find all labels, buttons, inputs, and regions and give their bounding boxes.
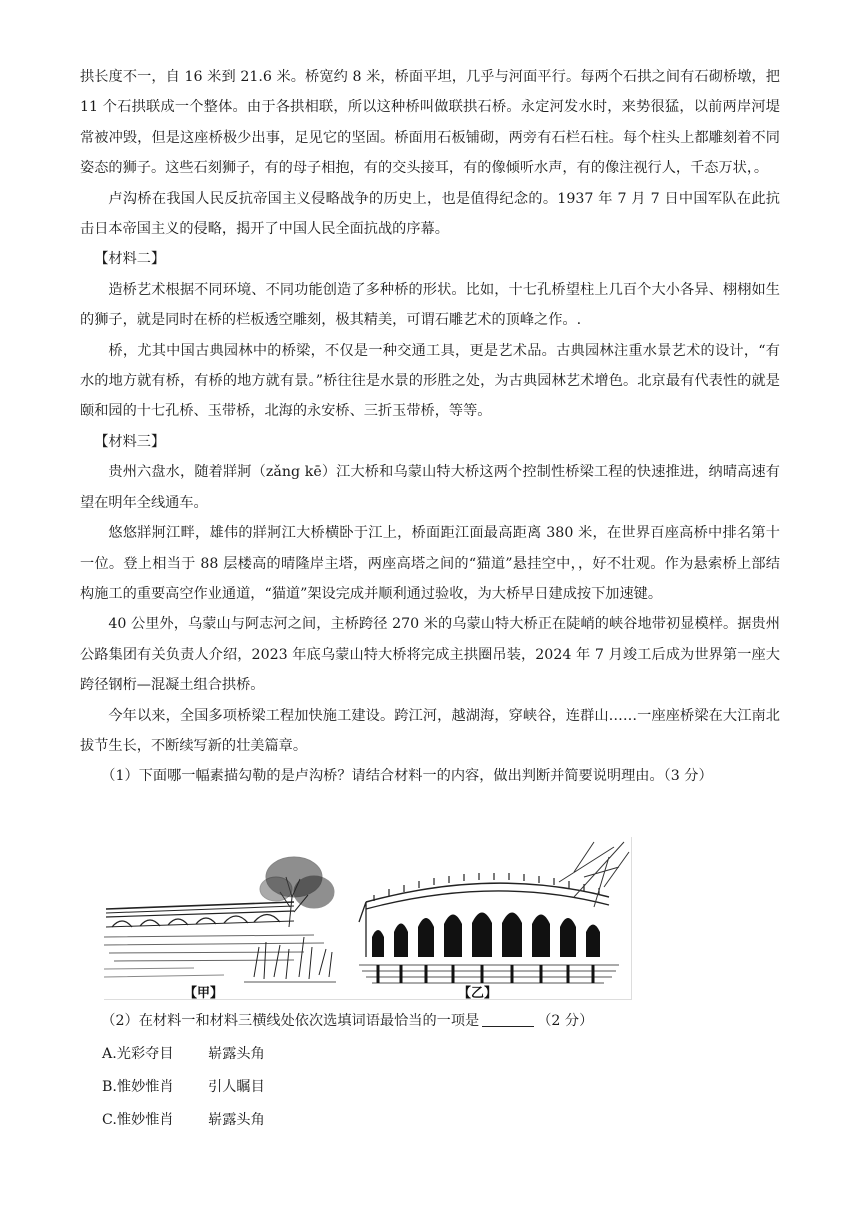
- option-b-word1: B.惟妙惟肖: [102, 1079, 174, 1095]
- caption-jia: 【甲】: [184, 986, 224, 1001]
- paragraph: 40 公里外，乌蒙山与阿志河之间，主桥跨径 270 米的乌蒙山特大桥正在陡峭的峡谷地带初显模样。据贵州公路集团有关负责人介绍，2023 年底乌蒙山特大桥将完成主拱圈吊装，2024 年 7 月竣工后成为世界第一座大跨径钢桁—混凝土组合拱桥。: [80, 616, 780, 694]
- paragraph: 拱长度不一，自 16 米到 21.6 米。桥宽约 8 米，桥面平坦，几乎与河面平行。每两个石拱之间有石砌桥墩，把 11 个石拱联成一个整体。由于各拱相联，所以这种桥叫做联拱石桥。永定河发水时，来势很猛，以前两岸河堤常被冲毁，但是这座桥极少出事，足见它的坚固。桥面用石板铺砌，两旁有石栏石柱。每个柱头上都雕刻着不同姿态的狮子。这些石刻狮子，有的母子相抱，有的交头接耳，有的像倾听水声，有的像注视行人，千态万状，。: [80, 69, 780, 177]
- paragraph: 造桥艺术根据不同环境、不同功能创造了多种桥的形状。比如，十七孔桥望柱上几百个大小各异、栩栩如生的狮子，就是同时在桥的栏板透空雕刻，极其精美，可谓石雕艺术的顶峰之作。.: [80, 281, 780, 329]
- sketch-yi: [359, 842, 629, 983]
- question-2-score: （2 分）: [537, 1013, 594, 1029]
- paragraph: 悠悠牂牁江畔，雄伟的牂牁江大桥横卧于江上，桥面距江面最高距离 380 米，在世界百座高桥中排名第十一位。登上相当于 88 层楼高的晴隆岸主塔，两座高塔之间的“猫道”悬挂空中，，好不壮观。作为悬索桥上部结构施工的重要高空作业通道，“猫道”架设完成并顺利通过验收，为大桥早日建成按下加速键。: [80, 525, 780, 602]
- option-a-word1: A.光彩夺目: [102, 1046, 174, 1062]
- paragraph: 贵州六盘水，随着牂牁（zǎng kē）江大桥和乌蒙山特大桥这两个控制性桥梁工程的快速推进，纳晴高速有望在明年全线通车。: [80, 464, 780, 511]
- paragraph: 今年以来，全国多项桥梁工程加快施工建设。跨江河，越湖海，穿峡谷，连群山……一座座桥梁在大江南北拔节生长，不断续写新的壮美篇章。: [80, 707, 780, 754]
- option-b-word2: 引人瞩目: [208, 1079, 265, 1095]
- question-2: [80, 1006, 780, 1036]
- paragraph: 卢沟桥在我国人民反抗帝国主义侵略战争的历史上，也是值得纪念的。1937 年 7 月 7 日中国军队在此抗击日本帝国主义的侵略，揭开了中国人民全面抗战的序幕。: [80, 190, 780, 238]
- option-c-word2: 崭露头角: [208, 1112, 265, 1128]
- option-a-word2: 崭露头角: [208, 1046, 265, 1062]
- document-page: [80, 62, 780, 792]
- question-2-block: [80, 1006, 780, 1135]
- option-a: [80, 1039, 780, 1069]
- bridge-sketches-figure: [104, 837, 632, 1000]
- sketch-jia: [104, 857, 336, 982]
- question-2-text: （2）在材料一和材料三横线处依次选填词语最恰当的一项是: [101, 1013, 480, 1029]
- answer-blank[interactable]: [482, 1011, 534, 1027]
- paragraph: 桥，尤其中国古典园林中的桥梁，不仅是一种交通工具，更是艺术品。古典园林注重水景艺术的设计，“有水的地方就有桥，有桥的地方就有景。”桥往往是水景的形胜之处，为古典园林艺术增色。北京最有代表性的就是颐和园的十七孔桥、玉带桥，北海的永安桥、三折玉带桥，等等。: [80, 342, 780, 420]
- option-b: [80, 1072, 780, 1102]
- option-c-word1: C.惟妙惟肖: [102, 1112, 174, 1128]
- bridge-sketches-image: [104, 837, 631, 999]
- option-c: [80, 1105, 780, 1135]
- question-1: （1）下面哪一幅素描勾勒的是卢沟桥？请结合材料一的内容，做出判断并简要说明理由。（3 分）: [101, 768, 713, 785]
- caption-yi: 【乙】: [458, 986, 498, 1001]
- section-heading: 【材料三】: [94, 433, 166, 450]
- section-heading: 【材料二】: [94, 251, 166, 268]
